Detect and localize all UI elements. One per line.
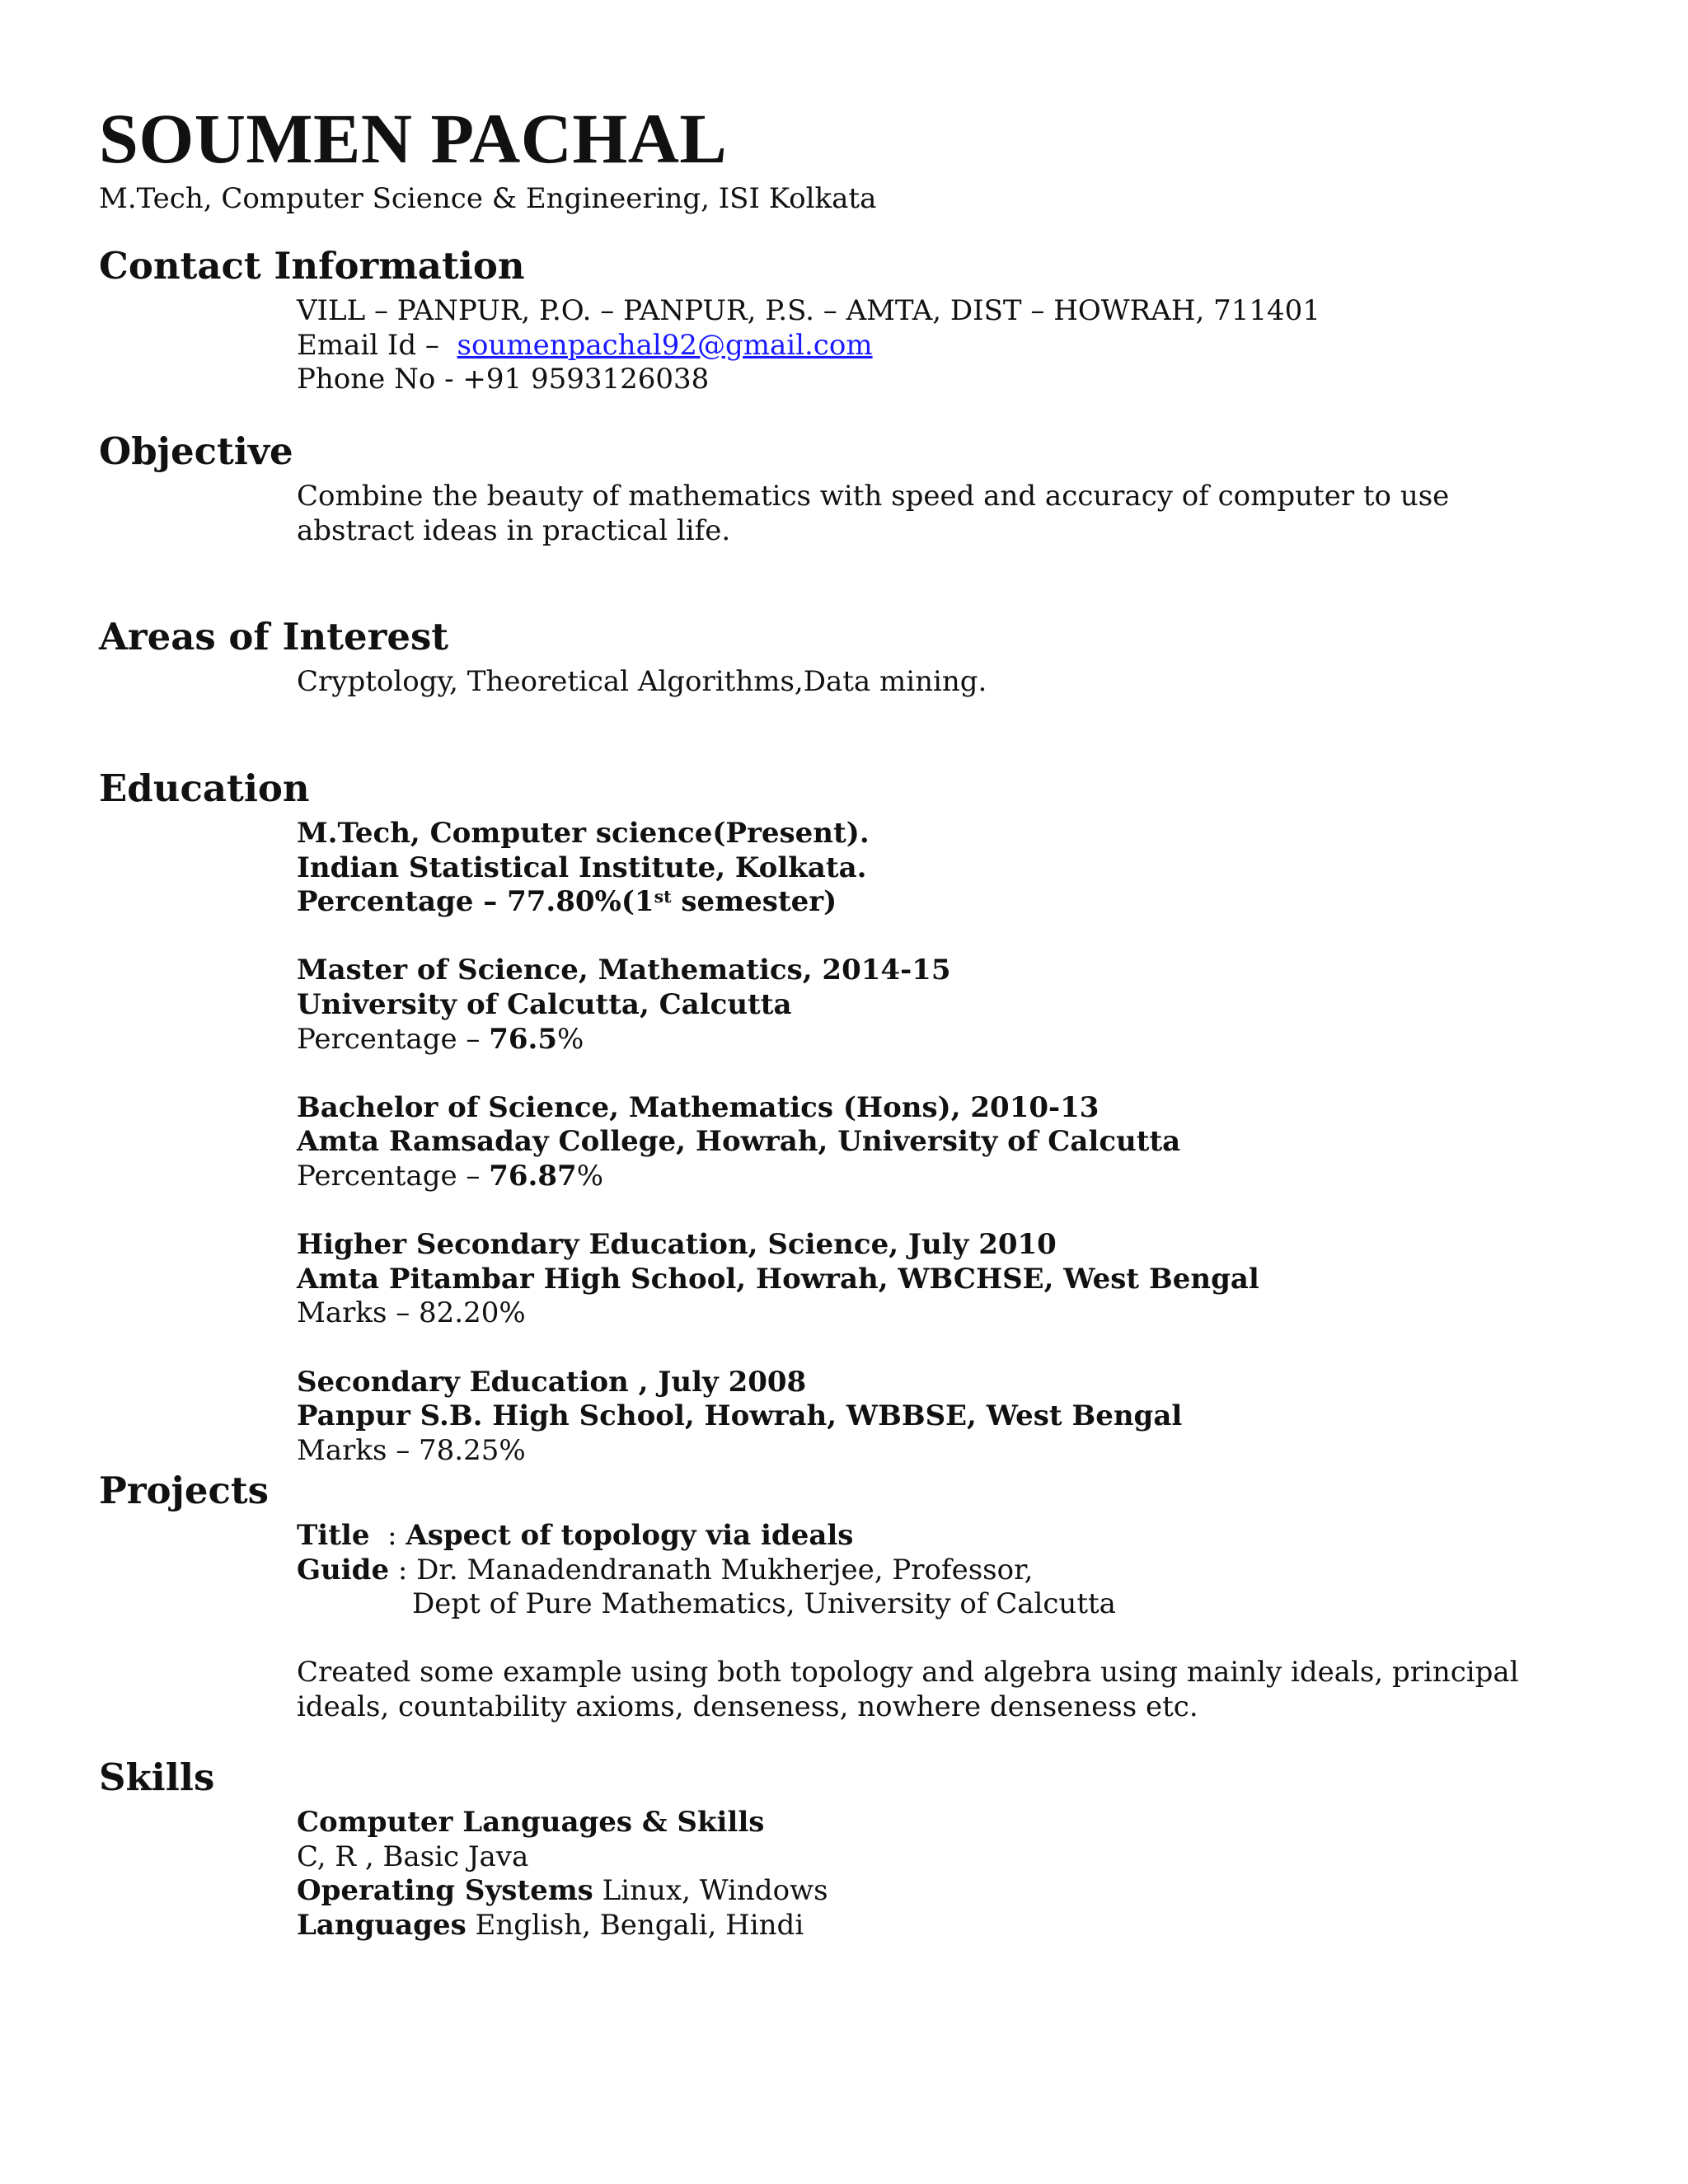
hs-marks: Marks – 82.20% [297, 1296, 526, 1330]
project-guide-line1: Dr. Manadendranath Mukherjee, Professor, [416, 1553, 1034, 1586]
bsc-pct-label: Percentage – [297, 1159, 481, 1193]
msc-institute: University of Calcutta, Calcutta [297, 987, 792, 1021]
project-guide-label: Guide [297, 1553, 390, 1586]
languages-line [297, 1909, 1582, 1943]
email-label: Email Id – [297, 328, 439, 362]
interests-section [297, 665, 1582, 700]
skills-section [297, 1806, 1582, 1943]
hs-institute: Amta Pitambar High School, Howrah, WBCHSE, West Bengal [297, 1262, 1259, 1296]
msc-pct-label: Percentage – [297, 1022, 481, 1056]
project-title-value: Aspect of topology via ideals [406, 1519, 854, 1552]
msc-percentage [297, 1023, 1582, 1057]
objective-section [297, 480, 1566, 548]
msc-pct-unit: % [557, 1022, 584, 1056]
contact-email-line [297, 329, 1582, 363]
interests-text: Cryptology, Theoretical Algorithms,Data mining. [297, 665, 987, 698]
project-guide-line [297, 1554, 1582, 1588]
secondary-degree: Secondary Education , July 2008 [297, 1365, 807, 1399]
msc-pct-value: 76.5 [489, 1022, 558, 1056]
projects-section [297, 1519, 1582, 1725]
mtech-pct-sup: st [654, 887, 672, 907]
project-title-line [297, 1519, 1582, 1554]
os-label: Operating Systems [297, 1874, 593, 1908]
secondary-institute: Panpur S.B. High School, Howrah, WBBSE, West Bengal [297, 1399, 1183, 1433]
candidate-subtitle: M.Tech, Computer Science & Engineering, ISI Kolkata [99, 182, 877, 215]
languages-label: Languages [297, 1908, 467, 1942]
languages-value: English, Bengali, Hindi [475, 1908, 804, 1942]
bsc-percentage [297, 1160, 1582, 1194]
bsc-pct-value: 76.87 [489, 1159, 577, 1193]
email-link[interactable]: soumenpachal92@gmail.com [457, 328, 873, 362]
projects-heading: Projects [99, 1469, 269, 1512]
os-value: Linux, Windows [602, 1874, 828, 1908]
project-guide-sep: : [389, 1553, 408, 1586]
mtech-degree: M.Tech, Computer science(Present). [297, 817, 870, 850]
msc-degree: Master of Science, Mathematics, 2014-15 [297, 954, 951, 987]
bsc-pct-unit: % [576, 1159, 604, 1193]
bsc-institute: Amta Ramsaday College, Howrah, University of Calcutta [297, 1125, 1181, 1159]
project-title-sep: : [369, 1519, 397, 1552]
contact-phone: Phone No - +91 9593126038 [297, 363, 710, 396]
secondary-marks: Marks – 78.25% [297, 1433, 526, 1467]
os-line [297, 1874, 1582, 1909]
skills-heading: Skills [99, 1755, 215, 1799]
project-description: Created some example using both topology and algebra using mainly ideals, principal ideals, countability axioms, denseness, nowhere denseness etc. [297, 1656, 1519, 1723]
interests-heading: Areas of Interest [99, 615, 449, 658]
bsc-degree: Bachelor of Science, Mathematics (Hons), 2010-13 [297, 1090, 1100, 1124]
mtech-institute: Indian Statistical Institute, Kolkata. [297, 851, 867, 884]
education-heading: Education [99, 766, 310, 810]
contact-section [297, 294, 1582, 397]
computer-skills-heading: Computer Languages & Skills [297, 1806, 765, 1839]
project-title-label: Title [297, 1519, 370, 1552]
project-guide-line2: Dept of Pure Mathematics, University of Calcutta [412, 1587, 1116, 1621]
contact-heading: Contact Information [99, 244, 525, 288]
education-section [297, 817, 1582, 1468]
mtech-pct-suffix: semester) [671, 885, 837, 919]
contact-address: VILL – PANPUR, P.O. – PANPUR, P.S. – AMTA, DIST – HOWRAH, 711401 [297, 294, 1320, 327]
mtech-pct-prefix: Percentage – 77.80%(1 [297, 885, 654, 919]
computer-skills-value: C, R , Basic Java [297, 1840, 529, 1873]
hs-degree: Higher Secondary Education, Science, July 2010 [297, 1228, 1057, 1262]
candidate-name: SOUMEN PACHAL [99, 99, 728, 178]
objective-heading: Objective [99, 429, 293, 473]
mtech-percentage [297, 885, 1582, 920]
objective-text: Combine the beauty of mathematics with speed and accuracy of computer to use abstract ideas in practical life. [297, 480, 1450, 547]
